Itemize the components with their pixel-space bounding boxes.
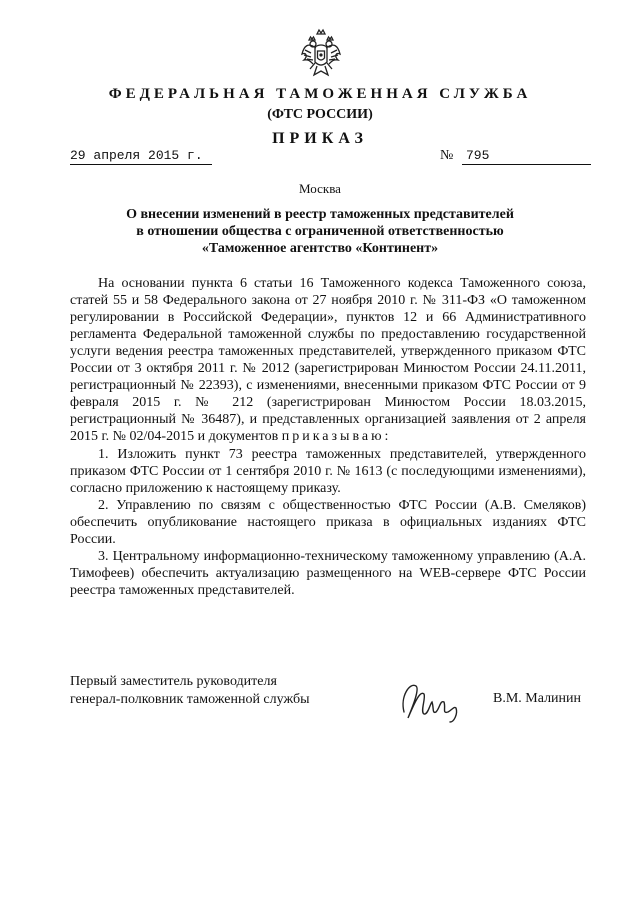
- order-date: 29 апреля 2015 г.: [70, 148, 212, 165]
- order-item: 3. Центральному информационно-техническому таможенному управлению (А.А. Тимофеев) обеспечить актуализацию размещенного на WEB-сервере ФТС России реестра таможенных представителей.: [70, 549, 586, 598]
- signer-position: [70, 673, 309, 709]
- signer-position-line: Первый заместитель руководителя: [70, 674, 277, 689]
- order-title-line: О внесении изменений в реестр таможенных представителей: [126, 207, 514, 222]
- order-item: 2. Управлению по связям с общественностью ФТС России (А.В. Смеляков) обеспечить опубликование настоящего приказа в официальных изданиях ФТС России.: [70, 498, 586, 547]
- order-number-label: №: [440, 148, 454, 163]
- order-body: [70, 275, 586, 599]
- order-word: приказываю:: [281, 429, 392, 444]
- order-title-line: «Таможенное агентство «Континент»: [201, 241, 439, 256]
- order-title: [60, 206, 580, 257]
- order-item: 1. Изложить пункт 73 реестра таможенных представителей, утвержденного приказом ФТС России от 1 сентября 2010 г. № 1613 (с последующими изменениями), согласно приложению к настоящему приказу.: [70, 447, 586, 496]
- document-type-title: ПРИКАЗ: [272, 130, 368, 147]
- preamble-paragraph: [70, 275, 586, 445]
- agency-name: ФЕДЕРАЛЬНАЯ ТАМОЖЕННАЯ СЛУЖБА: [108, 86, 532, 102]
- state-emblem-icon: [300, 28, 342, 80]
- signer-position-line: генерал-полковник таможенной службы: [70, 692, 310, 707]
- signature-icon: [398, 678, 468, 726]
- signer-name: В.М. Малинин: [493, 691, 582, 706]
- preamble-text: На основании пункта 6 статьи 16 Таможенного кодекса Таможенного союза, статей 55 и 58 Федерального закона от 27 ноября 2010 г. № 311-ФЗ «О таможенном регулировании в Российской Федерации», пунктов 12 и 66 Административного регламента Федеральной таможенной службы по предоставлению государственной услуги ведения реестра таможенных представителей, утвержденного приказом ФТС России от 3 октября 2011 г. № 2012 (зарегистрирован Минюстом России 24.11.2011, регистрационный № 22393), с изменениями, внесенными приказом ФТС России от 9 февраля 2015 г. № 212 (зарегистрирован Минюстом России 18.03.2015, регистрационный № 36487), и представленных организацией заявления от 2 апреля 2015 г. № 02/04-2015 и документов: [70, 276, 586, 444]
- agency-short-name: (ФТС РОССИИ): [267, 107, 373, 122]
- order-number-value: 795: [462, 148, 591, 165]
- city-name: Москва: [299, 181, 341, 196]
- order-title-line: в отношении общества с ограниченной ответственностью: [136, 224, 504, 239]
